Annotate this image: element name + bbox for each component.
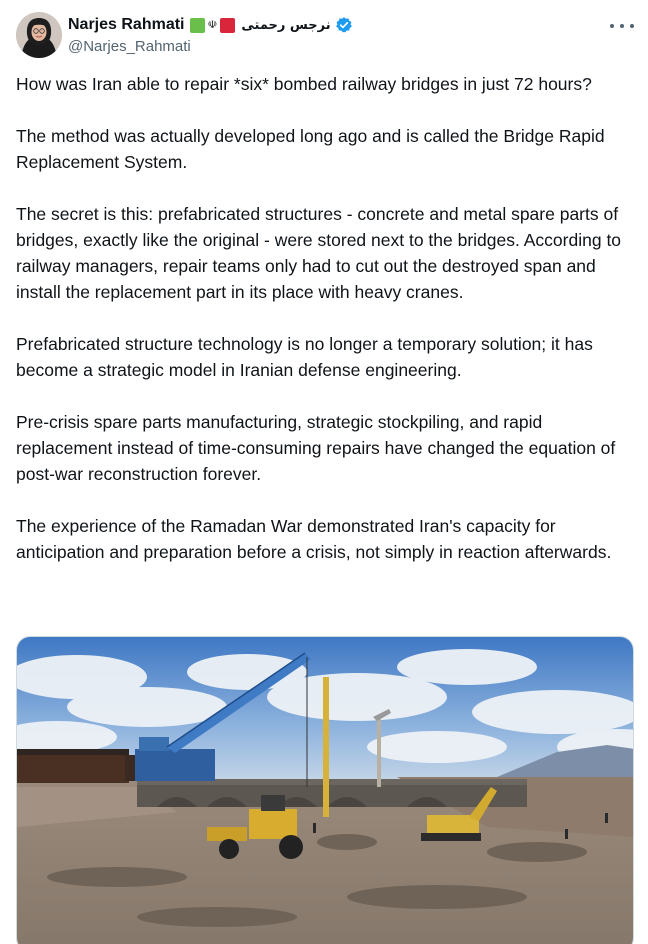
tweet-paragraph: The experience of the Ramadan War demonstrated Iran's capacity for anticipation and preparation before a crisis, not simply in reaction afterwards.	[16, 516, 612, 562]
more-dot	[630, 24, 634, 28]
green-square-icon	[190, 18, 205, 33]
farsi-name: نرجس رحمتی	[241, 17, 331, 33]
author-handle[interactable]: @Narjes_Rahmati	[68, 38, 191, 55]
red-square-icon	[220, 18, 235, 33]
display-name[interactable]: Narjes Rahmati	[68, 16, 185, 33]
more-dot	[620, 24, 624, 28]
more-horizontal-icon	[610, 24, 614, 28]
tweet-paragraph: The method was actually developed long ago and is called the Bridge Rapid Replacement System.	[16, 126, 605, 172]
emblem-icon: ☫	[207, 18, 218, 31]
verified-badge-icon	[335, 16, 353, 34]
tweet-paragraph: Pre-crisis spare parts manufacturing, strategic stockpiling, and rapid replacement instead of time-consuming repairs have changed the equation of post-war reconstruction forever.	[16, 412, 616, 484]
tweet-paragraph: How was Iran able to repair *six* bombed railway bridges in just 72 hours?	[16, 74, 592, 94]
tweet-photo[interactable]	[16, 636, 634, 944]
author-info	[68, 14, 353, 55]
tweet-header	[16, 12, 636, 60]
name-row	[68, 14, 353, 36]
more-options-button[interactable]	[610, 16, 634, 36]
tweet-paragraph: The secret is this: prefabricated structures - concrete and metal spare parts of bridges, exactly like the original - were stored next to the bridges. According to railway managers, repair teams only had to cut out the destroyed span and install the replacement part in its place with heavy cranes.	[16, 204, 622, 302]
avatar[interactable]	[16, 12, 62, 58]
tweet-text	[16, 71, 636, 565]
tweet-paragraph: Prefabricated structure technology is no longer a temporary solution; it has become a strategic model in Iranian defense engineering.	[16, 334, 593, 380]
